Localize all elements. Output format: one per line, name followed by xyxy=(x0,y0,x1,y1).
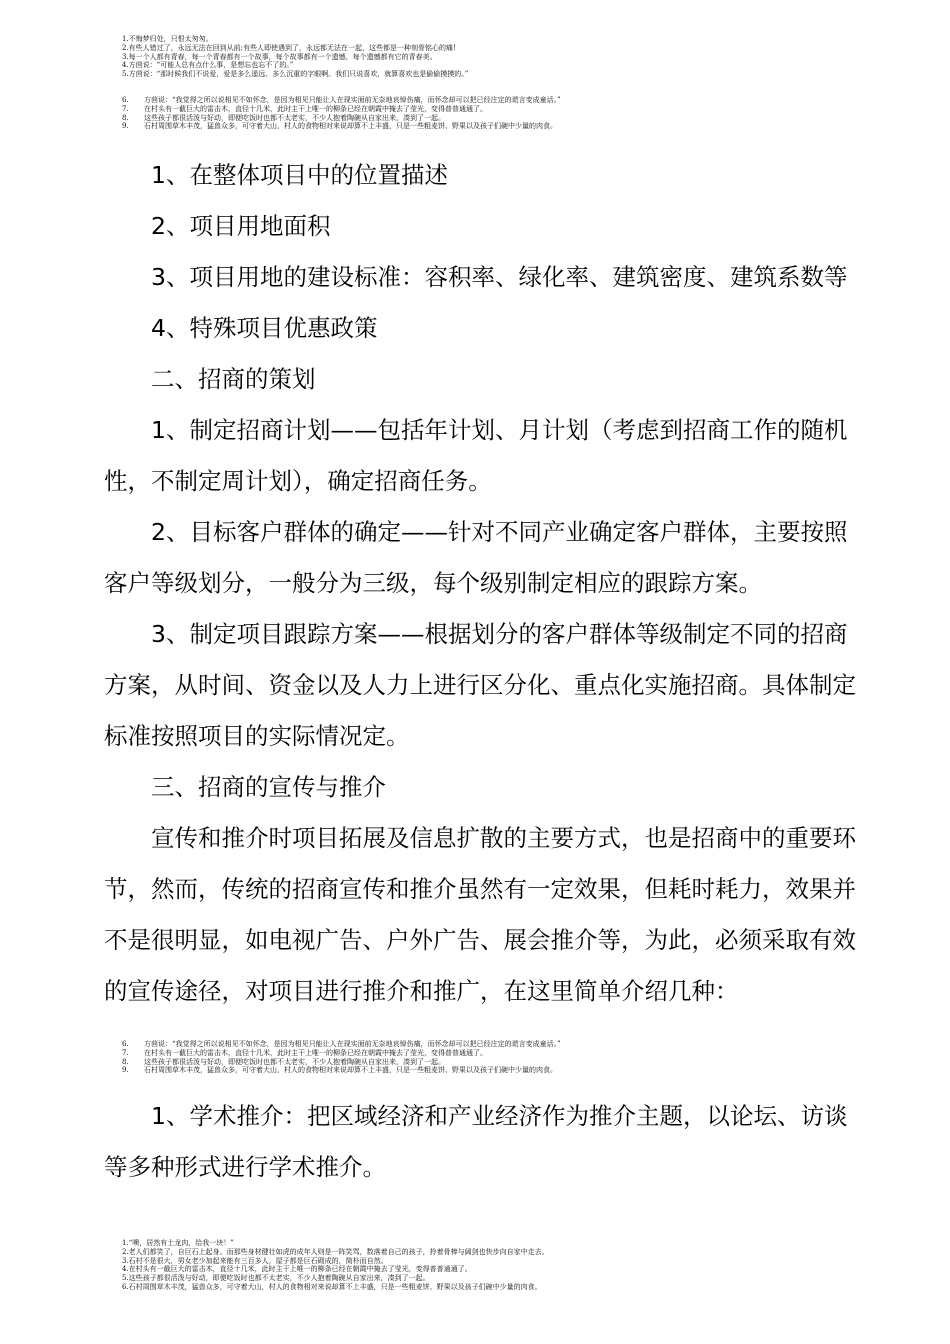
header-note: 1.不悔梦归处，只恨太匆匆。 xyxy=(122,35,213,43)
footer-note: 3.石村不是很大，男女老少加起来能有三百多人，屋子都是巨石砌成的，简朴而自然。 xyxy=(122,1256,388,1265)
top-numbered-notes xyxy=(122,96,561,131)
note-text: 这些孩子都很活泼与好动，即便吃饭时也都不太老实，不少人抱着陶碗从自家出来，凑到了一起。 xyxy=(144,1057,445,1066)
footer-note: 2.老人们都笑了，自巨石上起身。而那些身材健壮如虎的成年人则是一阵笑骂，数落着自己的孩子，拎着骨棒与阔剑也快步向自家中走去。 xyxy=(122,1247,549,1256)
numbered-note xyxy=(122,1049,561,1058)
header-note: 5.方茴说：“那时候我们不说爱，爱是多么遥远、多么沉重的字眼啊。我们只说喜欢，就算喜欢也是偷偷摸摸的。” xyxy=(122,70,469,79)
header-note: 4.方茴说：“可能人总有点什么事，是想忘也忘不了的。” xyxy=(122,61,294,70)
numbered-note xyxy=(122,1040,561,1049)
paragraph-tracking-plan: 3、制定项目跟踪方案——根据划分的客户群体等级制定不同的招商方案，从时间、资金以及人力上进行区分化、重点化实施招商。具体制定标准按照项目的实际情况定。 xyxy=(104,620,856,750)
item-preferential-policy: 4、特殊项目优惠政策 xyxy=(151,314,378,342)
note-text: 石村周围草木丰茂，猛兽众多，可守着大山，村人的食物相对来说却算不上丰盛，只是一些粗麦饼、野果以及孩子们碗中少量的肉食。 xyxy=(144,122,557,131)
note-text: 方茴说：“我觉得之所以说相见不如怀念，是因为相见只能让人在现实面前无奈地哀悼伤痛，而怀念却可以把已经注定的谎言变成童话。” xyxy=(144,1040,561,1048)
numbered-note xyxy=(122,1066,561,1075)
note-number: 6. xyxy=(122,1040,129,1048)
note-number: 9. xyxy=(122,122,129,131)
note-text: 在村头有一截巨大的雷击木，直径十几米，此时主干上唯一的柳条已经在朝霞中掩去了莹光，变得普普通通了。 xyxy=(144,1048,487,1057)
paragraph-academic-promotion: 1、学术推介：把区域经济和产业经济作为推介主题，以论坛、访谈等多种形式进行学术推介。 xyxy=(104,1102,848,1181)
header-note: 3.每一个人都有青春，每一个青春都有一个故事，每个故事都有一个遗憾，每个遗憾都有它的青春美。 xyxy=(122,52,437,61)
note-number: 6. xyxy=(122,96,129,104)
note-number: 7. xyxy=(122,1048,129,1057)
mid-numbered-notes xyxy=(122,1040,561,1075)
paragraph-investment-plan: 1、制定招商计划——包括年计划、月计划（考虑到招商工作的随机性，不制定周计划），确定招商任务。 xyxy=(104,416,848,495)
numbered-note xyxy=(122,122,561,131)
item-land-area: 2、项目用地面积 xyxy=(151,212,331,240)
item-position-description: 1、在整体项目中的位置描述 xyxy=(151,161,448,189)
footer-note: 4.在村头有一截巨大的雷击木，直径十几米，此时主干上唯一的柳条已经在朝霞中掩去了莹光，变得普普通通了。 xyxy=(122,1265,472,1274)
paragraph-target-customers: 2、目标客户群体的确定——针对不同产业确定客户群体，主要按照客户等级划分，一般分为三级，每个级别制定相应的跟踪方案。 xyxy=(104,518,848,597)
section-heading-planning: 二、招商的策划 xyxy=(151,365,316,393)
main-body xyxy=(104,150,864,1017)
item-construction-standards: 3、项目用地的建设标准：容积率、绿化率、建筑密度、建筑系数等 xyxy=(151,263,848,291)
header-note: 2.有些人错过了，永远无法在回到从前;有些人即使遇到了，永远都无法在一起，这些都是一种刻骨铭心的痛! xyxy=(122,43,456,52)
numbered-note xyxy=(122,105,561,114)
note-number: 9. xyxy=(122,1066,129,1075)
note-number: 8. xyxy=(122,113,129,122)
main-body-continued xyxy=(104,1091,864,1193)
note-number: 8. xyxy=(122,1057,129,1066)
footer-note: 6.石村周围草木丰茂，猛兽众多，可守着大山，村人的食物相对来说却算不上丰盛，只是一些粗麦饼、野果以及孩子们碗中少量的肉食。 xyxy=(122,1282,542,1291)
section-heading-promotion: 三、招商的宣传与推介 xyxy=(151,773,386,801)
numbered-note xyxy=(122,96,561,105)
bottom-notes xyxy=(122,1239,549,1292)
note-text: 石村周围草木丰茂，猛兽众多，可守着大山，村人的食物相对来说却算不上丰盛，只是一些粗麦饼、野果以及孩子们碗中少量的肉食。 xyxy=(144,1066,557,1075)
footer-note: 1.“噢，居然有土龙肉，给我一块！” xyxy=(122,1239,234,1247)
note-text: 这些孩子都很活泼与好动，即便吃饭时也都不太老实，不少人抱着陶碗从自家出来，凑到了一起。 xyxy=(144,113,445,122)
note-number: 7. xyxy=(122,104,129,113)
top-header-notes xyxy=(122,35,468,79)
paragraph-promotion-methods: 宣传和推介时项目拓展及信息扩散的主要方式，也是招商中的重要环节，然而，传统的招商宣传和推介虽然有一定效果，但耗时耗力，效果并不是很明显，如电视广告、户外广告、展会推介等，为此，必须采取有效的宣传途径，对项目进行推介和推广，在这里简单介绍几种： xyxy=(104,824,856,1005)
footer-note: 5.这些孩子都很活泼与好动，即便吃饭时也都不太老实，不少人抱着陶碗从自家出来，凑到了一起。 xyxy=(122,1274,430,1283)
note-text: 在村头有一截巨大的雷击木，直径十几米，此时主干上唯一的柳条已经在朝霞中掩去了莹光，变得普普通通了。 xyxy=(144,104,487,113)
note-text: 方茴说：“我觉得之所以说相见不如怀念，是因为相见只能让人在现实面前无奈地哀悼伤痛，而怀念却可以把已经注定的谎言变成童话。” xyxy=(144,96,561,104)
